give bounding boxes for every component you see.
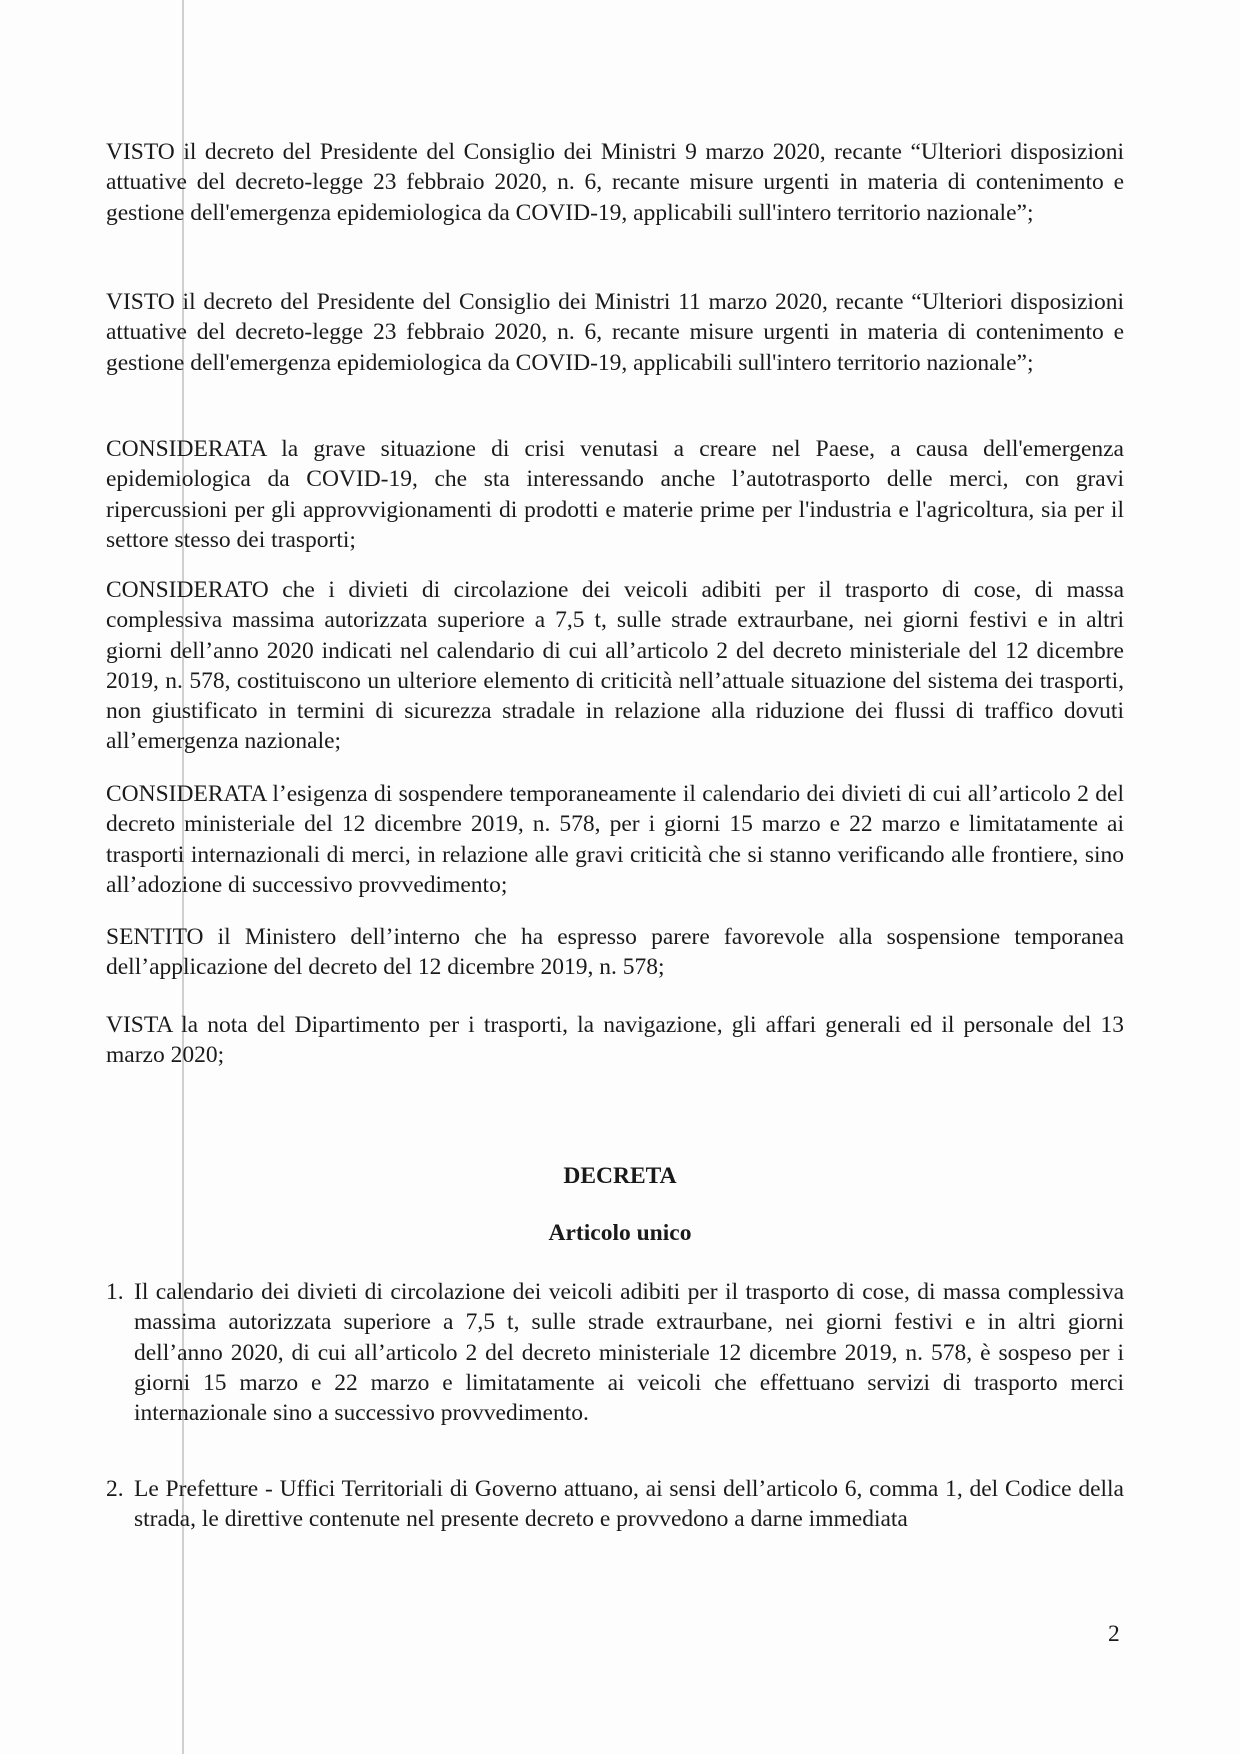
- article-item-text: Le Prefetture - Uffici Territoriali di Governo attuano, ai sensi dell’articolo 6, comma 1, del Codice della strada, le direttive contenute nel presente decreto e provvedono a darne immediata: [134, 1476, 1124, 1533]
- decree-heading: DECRETA: [563, 1163, 677, 1189]
- article-item-number: 2.: [106, 1476, 124, 1502]
- paragraph-visto-dpcm-11-marzo: VISTO il decreto del Presidente del Consiglio dei Ministri 11 marzo 2020, recante “Ulteriori disposizioni attuative del decreto-legge 23 febbraio 2020, n. 6, recante misure urgenti in materia di contenimento e gestione dell'emergenza epidemiologica da COVID-19, applicabili sull'intero territorio nazionale”;: [106, 289, 1124, 376]
- article-item-number: 1.: [106, 1279, 124, 1305]
- paragraph-considerata-esigenza: CONSIDERATA l’esigenza di sospendere temporaneamente il calendario dei divieti di cui all’articolo 2 del decreto ministeriale del 12 dicembre 2019, n. 578, per i giorni 15 marzo e 22 marzo e limitatamente ai trasporti internazionali di merci, in relazione alle gravi criticità che si stanno verificando alle frontiere, sino all’adozione di successivo provvedimento;: [106, 781, 1124, 898]
- article-item-text: Il calendario dei divieti di circolazione dei veicoli adibiti per il trasporto di cose, di massa complessiva massima autorizzata superiore a 7,5 t, sulle strade extraurbane, nei giorni festivi e in altri giorni dell’anno 2020, di cui all’articolo 2 del decreto ministeriale 12 dicembre 2019, n. 578, è sospeso per i giorni 15 marzo e 22 marzo e limitatamente ai veicoli che effettuano servizi di trasporto merci internazionale sino a successivo provvedimento.: [134, 1279, 1124, 1427]
- article-heading: Articolo unico: [548, 1220, 692, 1246]
- paragraph-vista-nota: VISTA la nota del Dipartimento per i trasporti, la navigazione, gli affari generali ed il personale del 13 marzo 2020;: [106, 1012, 1124, 1069]
- article-item-2: [106, 1474, 1124, 1535]
- page-number: 2: [1108, 1621, 1120, 1647]
- article-item-1: [106, 1277, 1124, 1428]
- paragraph-visto-dpcm-9-marzo: VISTO il decreto del Presidente del Consiglio dei Ministri 9 marzo 2020, recante “Ulteriori disposizioni attuative del decreto-legge 23 febbraio 2020, n. 6, recante misure urgenti in materia di contenimento e gestione dell'emergenza epidemiologica da COVID-19, applicabili sull'intero territorio nazionale”;: [106, 139, 1124, 226]
- paragraph-considerata-crisi: CONSIDERATA la grave situazione di crisi venutasi a creare nel Paese, a causa dell'emergenza epidemiologica da COVID-19, che sta interessando anche l’autotrasporto delle merci, con gravi ripercussioni per gli approvvigionamenti di prodotti e materie prime per l'industria e l'agricoltura, sia per il settore stesso dei trasporti;: [106, 436, 1124, 553]
- paragraph-considerato-divieti: CONSIDERATO che i divieti di circolazione dei veicoli adibiti per il trasporto di cose, di massa complessiva massima autorizzata superiore a 7,5 t, sulle strade extraurbane, nei giorni festivi e in altri giorni dell’anno 2020 indicati nel calendario di cui all’articolo 2 del decreto ministeriale del 12 dicembre 2019, n. 578, costituiscono un ulteriore elemento di criticità nell’attuale situazione del sistema dei trasporti, non giustificato in termini di sicurezza stradale in relazione alla riduzione dei flussi di traffico dovuti all’emergenza nazionale;: [106, 577, 1124, 755]
- paragraph-sentito-ministero: SENTITO il Ministero dell’interno che ha espresso parere favorevole alla sospensione temporanea dell’applicazione del decreto del 12 dicembre 2019, n. 578;: [106, 924, 1124, 981]
